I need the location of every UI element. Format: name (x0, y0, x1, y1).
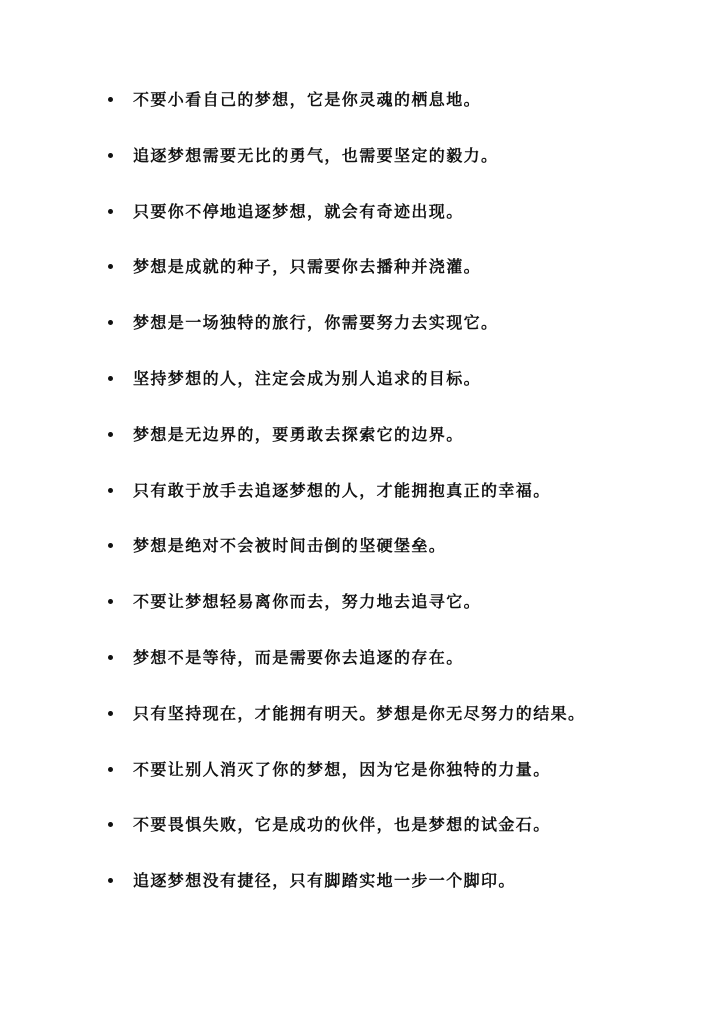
bullet-icon (108, 488, 113, 493)
list-item (108, 532, 698, 588)
list-item (108, 756, 698, 812)
list-item (108, 644, 698, 700)
quote-list (108, 86, 698, 923)
bullet-icon (108, 599, 113, 604)
bullet-icon (108, 153, 113, 158)
bullet-icon (108, 822, 113, 827)
list-item-text: 只有坚持现在，才能拥有明天。梦想是你无尽努力的结果。 (133, 703, 586, 723)
bullet-icon (108, 655, 113, 660)
list-item (108, 867, 698, 923)
list-item (108, 365, 698, 421)
list-item (108, 86, 698, 142)
list-item (108, 811, 698, 867)
list-item-text: 梦想是一场独特的旅行，你需要努力去实现它。 (133, 313, 499, 333)
list-item (108, 588, 698, 644)
list-item-text: 不要让别人消灭了你的梦想，因为它是你独特的力量。 (133, 759, 551, 779)
bullet-icon (108, 432, 113, 437)
bullet-icon (108, 209, 113, 214)
list-item-text: 不要畏惧失败，它是成功的伙伴，也是梦想的试金石。 (133, 815, 551, 835)
list-item (108, 477, 698, 533)
list-item-text: 追逐梦想没有捷径，只有脚踏实地一步一个脚印。 (133, 871, 516, 891)
bullet-icon (108, 543, 113, 548)
list-item (108, 253, 698, 309)
bullet-icon (108, 97, 113, 102)
list-item (108, 421, 698, 477)
bullet-icon (108, 376, 113, 381)
bullet-icon (108, 711, 113, 716)
bullet-icon (108, 320, 113, 325)
list-item-text: 梦想是绝对不会被时间击倒的坚硬堡垒。 (133, 536, 447, 556)
bullet-icon (108, 878, 113, 883)
list-item-text: 梦想是成就的种子，只需要你去播种并浇灌。 (133, 257, 482, 277)
list-item-text: 梦想不是等待，而是需要你去追逐的存在。 (133, 647, 464, 667)
list-item (108, 142, 698, 198)
list-item (108, 309, 698, 365)
list-item-text: 追逐梦想需要无比的勇气，也需要坚定的毅力。 (133, 145, 499, 165)
bullet-icon (108, 264, 113, 269)
list-item (108, 198, 698, 254)
bullet-icon (108, 767, 113, 772)
list-item-text: 不要小看自己的梦想，它是你灵魂的栖息地。 (133, 90, 482, 109)
list-item-text: 梦想是无边界的，要勇敢去探索它的边界。 (133, 424, 464, 444)
list-item-text: 不要让梦想轻易离你而去，努力地去追寻它。 (133, 592, 482, 612)
list-item-text: 只要你不停地追逐梦想，就会有奇迹出现。 (133, 201, 464, 221)
list-item-text: 只有敢于放手去追逐梦想的人，才能拥抱真正的幸福。 (133, 480, 551, 500)
list-item (108, 700, 698, 756)
list-item-text: 坚持梦想的人，注定会成为别人追求的目标。 (133, 368, 482, 388)
